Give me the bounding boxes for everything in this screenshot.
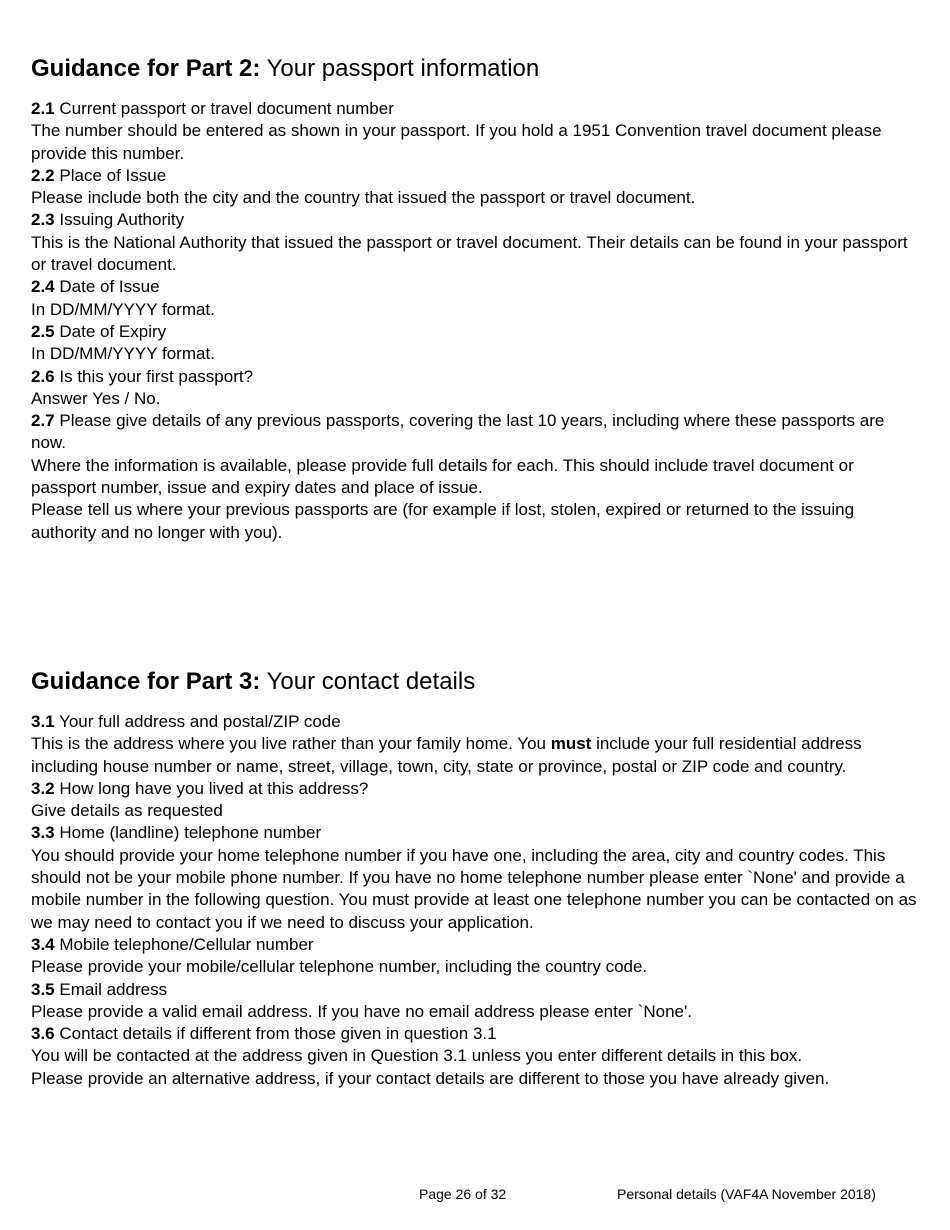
- item-3-3: 3.3 Home (landline) telephone number You should provide your home telephone number if you have one, including the area, city and country codes. This should not be your mobile phone number. If you have no home telephone number please enter `None' and provide a mobile number in the following question. You must provide at least one telephone number you can be contacted on as we may need to contact you if we need to discuss your application.: [31, 823, 917, 932]
- item-2-5: 2.5 Date of Expiry In DD/MM/YYYY format.: [31, 321, 215, 364]
- item-2-6: 2.6 Is this your first passport? Answer Yes / No.: [31, 366, 254, 408]
- item-2-4: 2.4 Date of Issue In DD/MM/YYYY format.: [31, 277, 215, 319]
- form-reference: Personal details (VAF4A November 2018): [617, 1186, 876, 1202]
- item-3-6: 3.6 Contact details if different from those given in question 3.1 You will be contacted at the address given in Question 3.1 unless you enter different details in this box. Please provide an alternative address, if your contact details are different to those you have already given.: [31, 1024, 830, 1088]
- item-2-3: 2.3 Issuing Authority This is the National Authority that issued the passport or travel document. Their details can be found in your passport or travel document.: [31, 210, 908, 275]
- item-2-7: 2.7 Please give details of any previous passports, covering the last 10 years, including where these passports are now. Where the information is available, please provide full details for each. This should include travel document or passport number, issue and expiry dates and place of issue. Please tell us where your previous passports are (for example if lost, stolen, expired or returned to the issuing authority and no longer with you).: [31, 411, 885, 542]
- item-3-4: 3.4 Mobile telephone/Cellular number Please provide your mobile/cellular telephone number, including the country code.: [31, 934, 648, 977]
- item-3-1: 3.1 Your full address and postal/ZIP code This is the address where you live rather than your family home. You must include your full residential address including house number or name, street, village, town, city, state or province, postal or ZIP code and country.: [31, 712, 862, 776]
- part2-heading: Guidance for Part 2: Your passport information: [31, 55, 540, 82]
- item-2-1: 2.1 Current passport or travel document number The number should be entered as shown in your passport. If you hold a 1951 Convention travel document please provide this number.: [31, 99, 882, 163]
- part3-section: [31, 666, 921, 1090]
- item-2-2: 2.2 Place of Issue Please include both the city and the country that issued the passport or travel document.: [31, 165, 696, 208]
- item-3-2: 3.2 How long have you lived at this address? Give details as requested: [31, 778, 369, 821]
- page-number: Page 26 of 32: [419, 1186, 507, 1202]
- item-3-5: 3.5 Email address Please provide a valid email address. If you have no email address please enter `None'.: [31, 979, 692, 1021]
- part3-heading: Guidance for Part 3: Your contact details: [31, 668, 476, 695]
- part2-section: [31, 53, 921, 544]
